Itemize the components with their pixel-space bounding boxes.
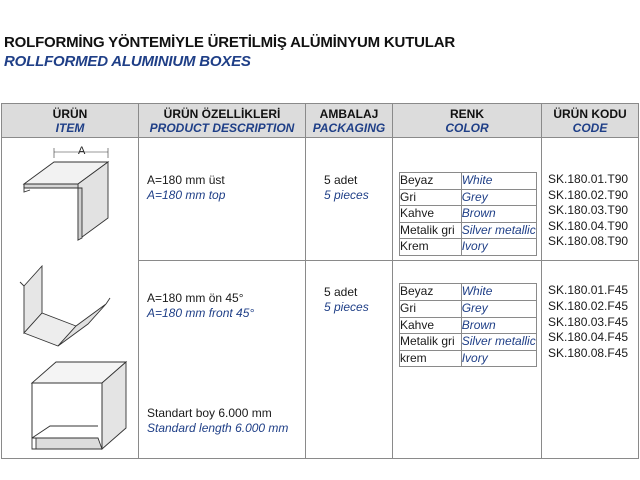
row1-codes	[542, 138, 639, 261]
row1-description	[139, 138, 306, 261]
list-item: Kahve Brown	[400, 206, 537, 223]
product-code: SK.180.04.T90	[548, 218, 629, 233]
row1-desc-en: A=180 mm top	[147, 187, 226, 202]
row2-codes	[542, 261, 639, 459]
product-code: SK.180.02.T90	[548, 187, 629, 202]
product-code: SK.180.03.F45	[548, 314, 629, 329]
item-drawings-cell	[2, 138, 139, 459]
header-item: ÜRÜN ITEM	[2, 104, 139, 138]
row1-desc-tr: A=180 mm üst	[147, 173, 225, 187]
list-item: Kahve Brown	[400, 317, 537, 334]
list-item: Krem Ivory	[400, 239, 537, 256]
box-profile-drawings	[2, 138, 138, 458]
header-description: ÜRÜN ÖZELLİKLERİ PRODUCT DESCRIPTION	[139, 104, 306, 138]
list-item: krem Ivory	[400, 350, 537, 367]
row1-color-list	[399, 172, 537, 256]
row2-length-en: Standard length 6.000 mm	[147, 420, 289, 435]
list-item: Gri Grey	[400, 300, 537, 317]
product-code: SK.180.02.F45	[548, 298, 629, 313]
row2-colors	[393, 261, 542, 459]
dimension-label: A	[78, 145, 86, 157]
row2-color-list	[399, 283, 537, 367]
table-row	[2, 138, 639, 261]
product-table	[1, 103, 639, 459]
row1-pack-tr: 5 adet	[324, 173, 358, 187]
row1-pack-en: 5 pieces	[324, 187, 369, 202]
product-code: SK.180.08.F45	[548, 345, 629, 360]
profile-top-90	[24, 162, 108, 240]
row2-desc-tr: A=180 mm ön 45°	[147, 291, 244, 306]
list-item: Metalik gri Silver metallic	[400, 222, 537, 239]
row1-colors	[393, 138, 542, 261]
row1-code-list	[548, 172, 628, 250]
page-title: ROLFORMİNG YÖNTEMİYLE ÜRETİLMİŞ ALÜMİNYUM KUTULAR	[4, 34, 456, 51]
header-code: ÜRÜN KODU CODE	[542, 104, 639, 138]
header-color: RENK COLOR	[393, 104, 542, 138]
row2-pack-en: 5 pieces	[324, 299, 369, 314]
row2-code-list	[548, 283, 628, 361]
profile-front-45	[20, 266, 110, 346]
product-code: SK.180.01.F45	[548, 283, 629, 298]
row2-packaging	[306, 261, 393, 459]
row2-pack-tr: 5 adet	[324, 285, 358, 300]
product-code: SK.180.04.F45	[548, 330, 629, 345]
page-subtitle: ROLLFORMED ALUMINIUM BOXES	[4, 53, 251, 70]
list-item: Gri Grey	[400, 189, 537, 206]
table-header-row	[2, 104, 639, 138]
header-packaging: AMBALAJ PACKAGING	[306, 104, 393, 138]
list-item: Beyaz White	[400, 284, 537, 301]
profile-box	[32, 362, 126, 449]
row1-packaging	[306, 138, 393, 261]
product-code: SK.180.08.T90	[548, 234, 629, 249]
title-block	[4, 34, 455, 70]
row2-description	[139, 261, 306, 459]
list-item: Metalik gri Silver metallic	[400, 334, 537, 351]
row2-desc-en: A=180 mm front 45°	[147, 305, 255, 320]
product-code: SK.180.03.T90	[548, 203, 629, 218]
list-item: Beyaz White	[400, 173, 537, 190]
row2-length-tr: Standart boy 6.000 mm	[147, 406, 272, 421]
product-code: SK.180.01.T90	[548, 172, 629, 186]
